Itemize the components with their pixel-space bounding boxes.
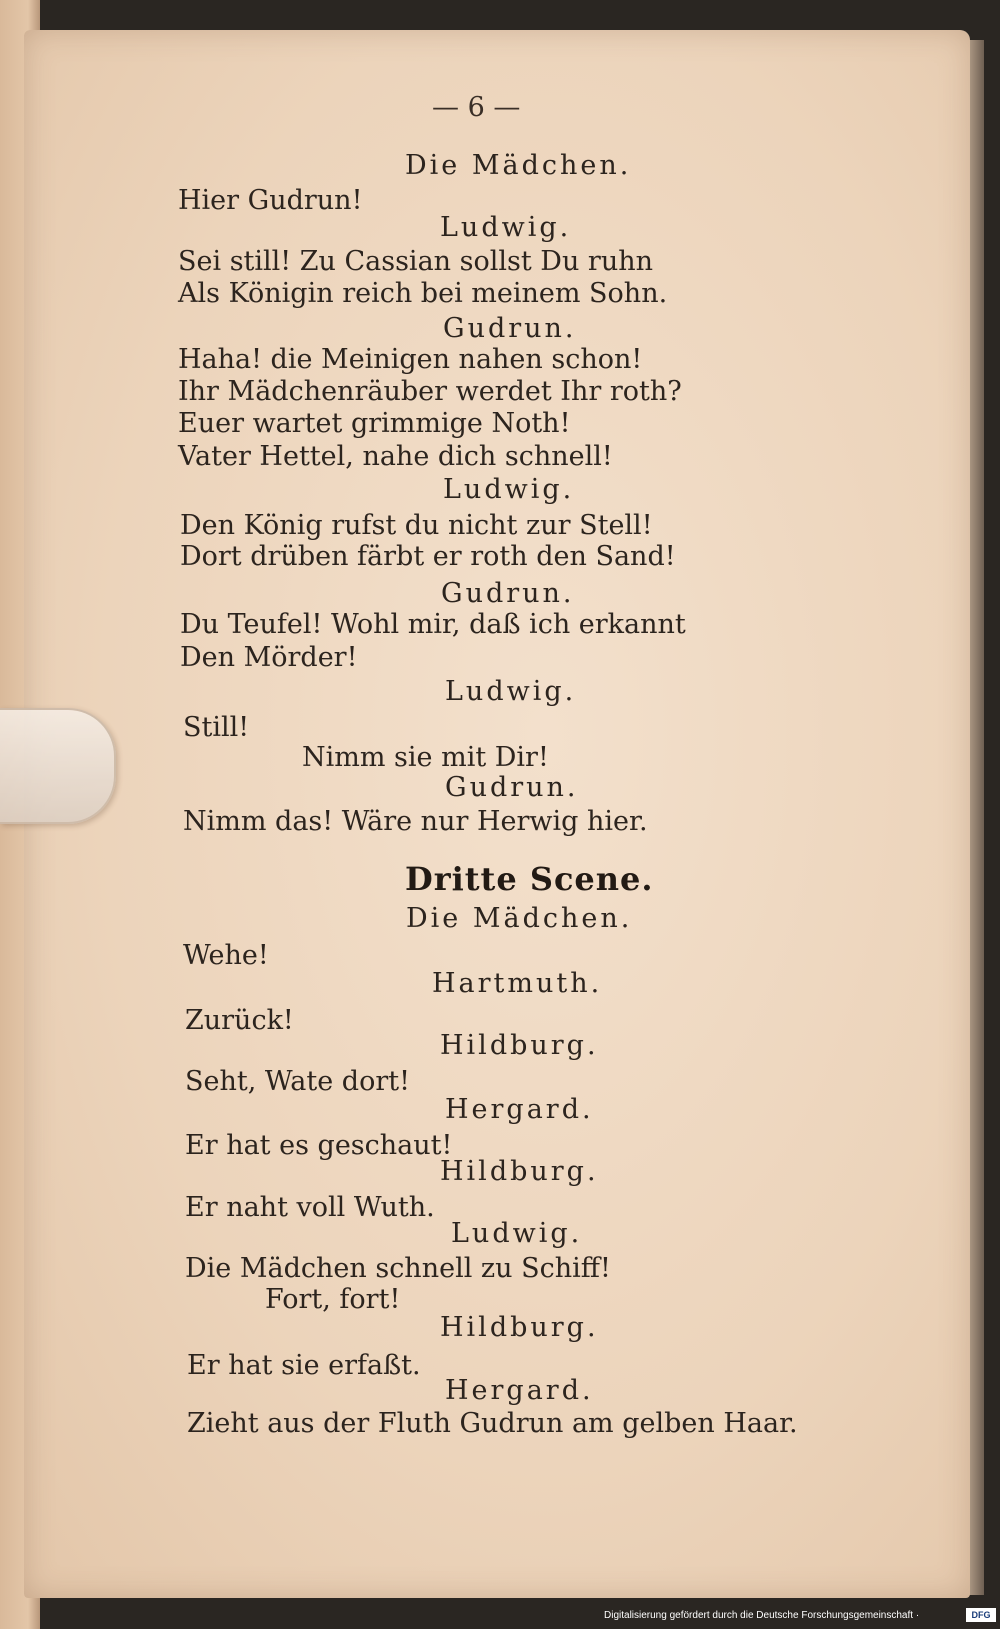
verse-line: Er hat es geschaut! <box>185 1130 453 1161</box>
speaker-label: Ludwig. <box>440 212 572 243</box>
digitization-credit: Digitalisierung gefördert durch die Deutsche Forschungsgemeinschaft · <box>604 1610 920 1621</box>
page-marker-tab <box>0 708 116 824</box>
verse-line: Zieht aus der Fluth Gudrun am gelben Haar. <box>187 1408 798 1439</box>
verse-line: Die Mädchen schnell zu Schiff! <box>185 1253 611 1284</box>
speaker-label: Hildburg. <box>440 1156 599 1187</box>
verse-line: Dort drüben färbt er roth den Sand! <box>180 541 676 572</box>
speaker-label: Hergard. <box>445 1094 594 1125</box>
verse-line: Als Königin reich bei meinem Sohn. <box>178 278 668 309</box>
speaker-label: Hergard. <box>445 1375 594 1406</box>
verse-line: Du Teufel! Wohl mir, daß ich erkannt <box>180 609 686 640</box>
verse-line: Hier Gudrun! <box>178 185 363 216</box>
verse-line: Euer wartet grimmige Noth! <box>178 408 571 439</box>
speaker-label: Gudrun. <box>441 578 575 609</box>
dfg-logo: DFG <box>966 1608 996 1622</box>
verse-line: Sei still! Zu Cassian sollst Du ruhn <box>178 246 654 277</box>
verse-line: Den König rufst du nicht zur Stell! <box>180 510 653 541</box>
verse-line: Vater Hettel, nahe dich schnell! <box>178 441 613 472</box>
verse-line: Er naht voll Wuth. <box>185 1192 435 1223</box>
verse-line: Er hat sie erfaßt. <box>187 1350 421 1381</box>
speaker-label: Ludwig. <box>443 474 575 505</box>
verse-line: Den Mörder! <box>180 642 358 673</box>
verse-line: Seht, Wate dort! <box>185 1066 410 1097</box>
speaker-label: Die Mädchen. <box>405 150 632 181</box>
speaker-label: Hildburg. <box>440 1030 599 1061</box>
speaker-label: Ludwig. <box>445 676 577 707</box>
verse-line: Zurück! <box>185 1005 294 1036</box>
verse-line: Haha! die Meinigen nahen schon! <box>178 344 643 375</box>
speaker-label: Ludwig. <box>451 1218 583 1249</box>
verse-line: Still! <box>183 712 250 743</box>
verse-line: Ihr Mädchenräuber werdet Ihr roth? <box>178 376 682 407</box>
verse-line: Wehe! <box>183 940 269 971</box>
verse-line: Nimm sie mit Dir! <box>302 742 549 773</box>
verse-line: Nimm das! Wäre nur Herwig hier. <box>183 806 648 837</box>
speaker-label: Hildburg. <box>440 1312 599 1343</box>
speaker-label: Gudrun. <box>445 772 579 803</box>
speaker-label: Gudrun. <box>443 313 577 344</box>
speaker-label: Die Mädchen. <box>406 903 633 934</box>
verse-line: Fort, fort! <box>265 1284 401 1315</box>
scene-title: Dritte Scene. <box>405 860 654 898</box>
page-number: — 6 — <box>432 92 521 123</box>
speaker-label: Hartmuth. <box>432 968 603 999</box>
